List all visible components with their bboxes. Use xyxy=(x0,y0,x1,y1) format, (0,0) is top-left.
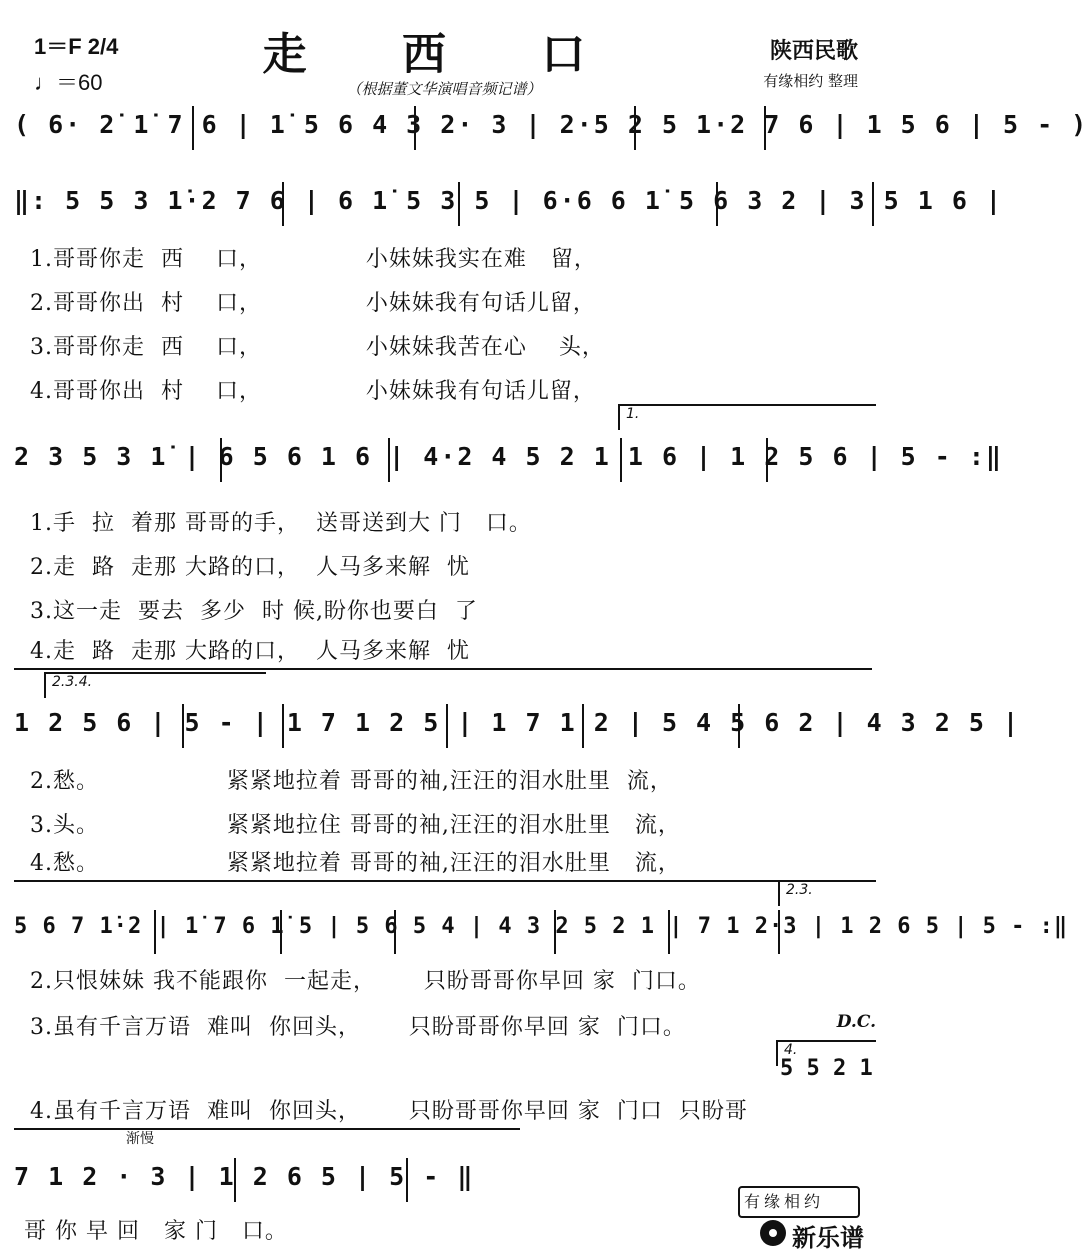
volta-bracket-1 xyxy=(618,404,876,430)
line3-notes: 1 2 5 6 | 5 - | 1 7 1 2 5 | 1 7 1 2 | 5 4 5 6 2 | 4 3 2 5 | xyxy=(14,708,1021,737)
system-divider xyxy=(14,1128,520,1130)
barline xyxy=(716,182,718,226)
barline xyxy=(458,182,460,226)
barline xyxy=(668,910,670,954)
lyric-verse2-line3: 3.这一走 要去 多少 时 候,盼你也要白 了 xyxy=(30,599,478,624)
lyric-verse4-line2: 2.只恨妹妹 我不能跟你 一起走， 只盼哥哥你早回 家 门口。 xyxy=(30,969,701,994)
lyric-verse1-line3: 3.哥哥你走 西 口， 小妹妹我苦在心 头， xyxy=(30,335,605,360)
system-divider xyxy=(14,668,872,670)
lyric-verse4-line4: 4.虽有千言万语 难叫 你回头， 只盼哥哥你早回 家 门口 只盼哥 xyxy=(30,1099,748,1124)
barline xyxy=(282,182,284,226)
line4-notes: 5 6 7 1̇·2 | 1̇ 7 6 1̇ 5 | 5 6 5 4 | 4 3 2 5 2 1 | 7 1 2·3 | 1 2 6 5 | 5 - :‖ xyxy=(14,914,1069,939)
staff-line-3 xyxy=(14,694,1021,756)
staff-intro xyxy=(14,96,1088,158)
barline xyxy=(234,1158,236,1202)
stamp-logo: 有缘相约 xyxy=(744,1192,825,1211)
lyric-verse1-line4: 4.哥哥你出 村 口， 小妹妹我有句话儿留， xyxy=(30,379,596,404)
arranger: 有缘相约 整理 xyxy=(763,72,858,90)
system-divider xyxy=(14,880,872,882)
barline xyxy=(280,910,282,954)
barline xyxy=(766,438,768,482)
barline xyxy=(778,910,780,954)
volta-label: 2.3. xyxy=(786,882,813,898)
lyric-verse2-line2: 2.走 路 走那 大路的口， 人马多来解 忧 xyxy=(30,555,470,580)
barline xyxy=(154,910,156,954)
intro-notes: ( 6· 2̇ 1̇ 7 6 | 1̇ 5 6 4 3 2· 3 | 2·5 2 5 1·2 7 6 | 1 5 6 | 5 - ) xyxy=(14,110,1088,139)
lyric-verse1-line2: 2.哥哥你出 村 口， 小妹妹我有句话儿留， xyxy=(30,291,596,316)
lyric-verse5: 哥 你 早 回 家 门 口。 xyxy=(24,1219,288,1244)
line5-notes: 7 1 2 · 3 | 1 2 6 5 | 5 - ‖ xyxy=(14,1162,475,1191)
da-capo-marking: D.C. xyxy=(836,1012,876,1032)
volta-label: 1. xyxy=(626,406,640,422)
barline xyxy=(220,438,222,482)
lyric-verse3-line3: 3.头。 紧紧地拉住 哥哥的袖,汪汪的泪水肚里 流， xyxy=(30,813,681,838)
lyric-verse1-line1: 1.哥哥你走 西 口， 小妹妹我实在难 留， xyxy=(30,247,597,272)
barline xyxy=(394,910,396,954)
pickup-notes: 5 5 2 1 xyxy=(780,1056,873,1081)
tempo-marking: ♩＝60 xyxy=(34,70,103,95)
transcription-note: （根据董文华演唱音频记谱） xyxy=(346,80,542,98)
lyric-verse4-line3: 3.虽有千言万语 难叫 你回头， 只盼哥哥你早回 家 门口。 xyxy=(30,1015,686,1040)
lyric-verse2-line1: 1.手 拉 着那 哥哥的手， 送哥送到大 门 口。 xyxy=(30,511,532,536)
barline xyxy=(764,106,766,150)
line1-notes: ‖: 5 5 3 1̇·2 7 6 | 6 1̇ 5 3 5 | 6·6 6 1̇ 5 6 3 2 | 3 5 1 6 | xyxy=(14,186,1003,215)
lyric-verse3-line4: 4.愁。 紧紧地拉着 哥哥的袖,汪汪的泪水肚里 流， xyxy=(30,851,681,876)
barline xyxy=(388,438,390,482)
ritardando-marking: 渐慢 xyxy=(126,1131,154,1147)
barline xyxy=(620,438,622,482)
key-signature: 1＝F 2/4 xyxy=(34,34,119,59)
staff-line-5 xyxy=(14,1148,534,1210)
volta-label: 2.3.4. xyxy=(52,674,93,690)
barline xyxy=(446,704,448,748)
barline xyxy=(872,182,874,226)
volta-label: 4. xyxy=(784,1042,798,1058)
line2-notes: 2 3 5 3 1̇ | 6 5 6 1 6 | 4·2 4 5 2 1 1 6 | 1 2 5 6 | 5 - :‖ xyxy=(14,442,1003,471)
lyric-verse2-line4: 4.走 路 走那 大路的口， 人马多来解 忧 xyxy=(30,639,470,664)
barline xyxy=(182,704,184,748)
song-origin: 陕西民歌 xyxy=(769,38,858,64)
barline xyxy=(282,704,284,748)
staff-line-1 xyxy=(14,172,1003,234)
barline xyxy=(554,910,556,954)
barline xyxy=(406,1158,408,1202)
barline xyxy=(582,704,584,748)
barline xyxy=(192,106,194,150)
vinyl-record-icon xyxy=(760,1220,786,1246)
staff-line-4 xyxy=(14,900,1069,962)
song-title: 走 西 口 xyxy=(262,29,626,80)
barline xyxy=(414,106,416,150)
barline xyxy=(738,704,740,748)
barline xyxy=(634,106,636,150)
brand-name: 新乐谱 xyxy=(792,1224,864,1252)
lyric-verse3-line2: 2.愁。 紧紧地拉着 哥哥的袖,汪汪的泪水肚里 流， xyxy=(30,769,673,794)
staff-line-2 xyxy=(14,428,1003,490)
